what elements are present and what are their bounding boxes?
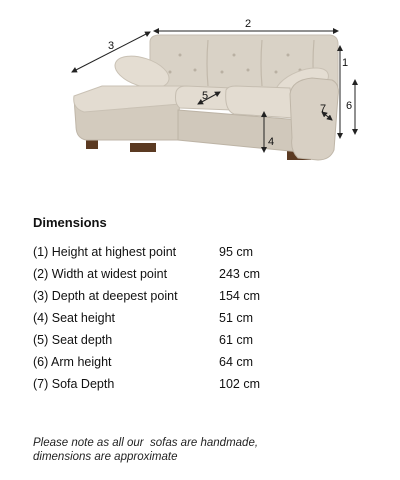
dimensions-heading: Dimensions [33,215,107,230]
dimension-row [33,266,373,288]
dimension-value: 64 cm [219,355,254,369]
note-line-2: dimensions are approximate [33,451,178,463]
dimension-row [33,288,373,310]
leg-chaise-front [130,143,156,152]
dimension-label: (1) Height at highest point [33,245,177,259]
seat-cushion-right [226,86,294,118]
marker-seat-depth: 5 [202,90,209,102]
marker-sofa-depth: 7 [320,103,327,115]
marker-depth: 3 [108,40,115,52]
dimension-value: 61 cm [219,333,254,347]
dimension-value: 95 cm [219,245,254,259]
handmade-note [33,436,373,464]
dimension-label: (2) Width at widest point [33,267,168,281]
dimension-value: 51 cm [219,311,254,325]
dimension-label: (5) Seat depth [33,333,113,347]
dimension-row [33,376,373,398]
dimensions-list [33,244,373,398]
marker-seat-height: 4 [268,136,275,148]
dimension-label: (4) Seat height [33,311,115,325]
dimension-value: 154 cm [219,289,260,303]
marker-height: 1 [342,57,349,69]
dimension-label: (6) Arm height [33,355,112,369]
marker-arm-height: 6 [346,100,353,112]
marker-width: 2 [245,18,252,30]
dimension-label: (7) Sofa Depth [33,377,115,391]
dimension-value: 102 cm [219,377,260,391]
dimension-row [33,332,373,354]
dimension-row [33,354,373,376]
dimension-row [33,244,373,266]
dimension-label: (3) Depth at deepest point [33,289,178,303]
note-line-1: Please note as all our sofas are handmade, [33,437,259,449]
dimension-row [33,310,373,332]
dimension-value: 243 cm [219,267,260,281]
sofa-dimension-diagram [0,0,400,200]
sofa-illustration [0,0,400,200]
